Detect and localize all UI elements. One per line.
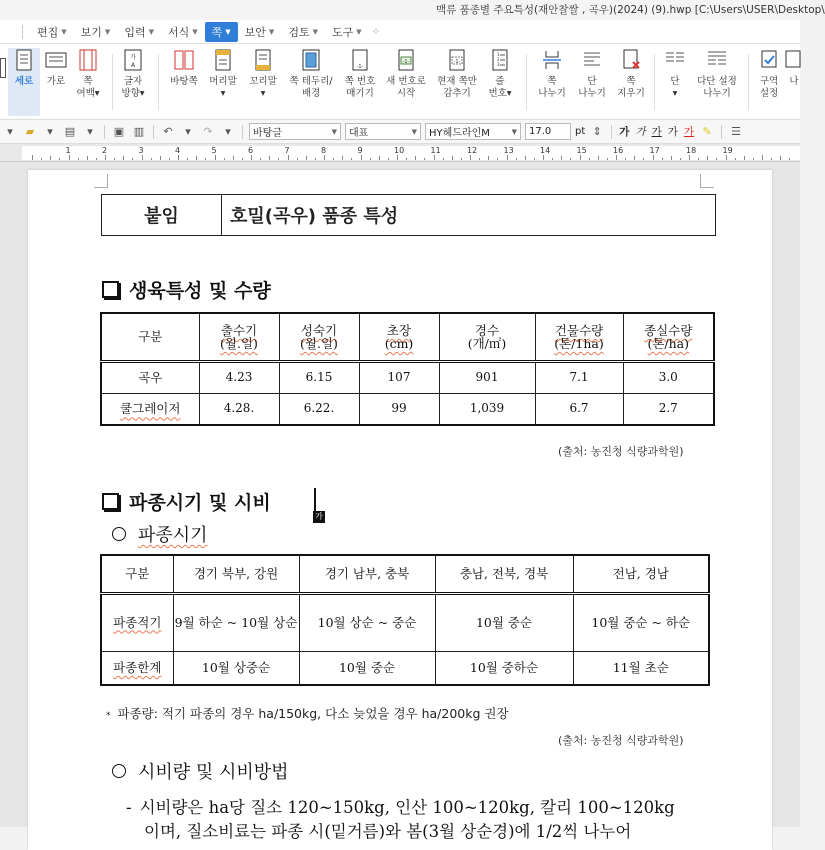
table-cell: 10월 중순 ~ 하순 xyxy=(573,593,709,651)
circle-bullet-icon xyxy=(112,527,126,541)
ruler-number: 10 xyxy=(394,146,405,155)
table-cell: 2.7 xyxy=(623,393,714,425)
ruler-tick xyxy=(634,156,635,160)
ruler-tick xyxy=(625,158,626,160)
table-cell: 파종한계 xyxy=(101,651,173,685)
ruler-tick xyxy=(169,158,170,160)
ruler-number: 1 xyxy=(65,146,71,155)
highlight-icon[interactable]: ✎ xyxy=(702,124,712,138)
ruler-tick xyxy=(488,156,489,160)
menu-security[interactable]: 보안 ▼ xyxy=(244,25,275,39)
section-settings-button[interactable]: 구역 설정 xyxy=(754,48,784,100)
ruler-tick xyxy=(653,155,654,160)
page-corner-mark xyxy=(700,174,714,188)
page-border-icon xyxy=(299,48,323,72)
ruler-tick xyxy=(753,158,754,160)
ribbon-separator xyxy=(158,54,159,110)
ruler-tick xyxy=(689,155,690,160)
ruler-tick xyxy=(224,158,225,160)
font-size-value: 17.0 xyxy=(529,126,552,137)
menu-format[interactable]: 서식 ▼ xyxy=(167,25,198,39)
language-value: 대표 xyxy=(349,128,369,139)
chevron-down-icon: ▼ xyxy=(411,127,417,136)
table-cell: 10월 상순 ~ 중순 xyxy=(299,593,435,651)
heading-growth xyxy=(102,276,271,303)
page-break-button[interactable]: 쪽 나누기 xyxy=(534,48,570,100)
ruler-tick xyxy=(297,158,298,160)
table-header: 성숙기 (월.일) xyxy=(279,313,359,361)
table-cell: 4.28. xyxy=(199,393,279,425)
table-cell: 4.23 xyxy=(199,361,279,393)
ruler-tick xyxy=(269,156,270,160)
ruler-tick xyxy=(205,158,206,160)
preview-icon[interactable]: ▥ xyxy=(133,124,145,138)
menu-page[interactable]: 쪽 ▼ xyxy=(205,22,238,42)
language-select[interactable] xyxy=(345,123,421,140)
toolbar-separator xyxy=(104,125,105,139)
caret-icon[interactable]: ▾ xyxy=(47,124,53,138)
ruler-tick xyxy=(552,158,553,160)
heading-text: 생육특성 및 수량 xyxy=(129,280,271,302)
ruler-tick xyxy=(196,156,197,160)
sowing-note xyxy=(106,704,509,722)
window-title: 맥류 품종별 주요특성(재안찰쌀 , 곡우)(2024) (9).hwp [C:\Users\USER\Desktop\ xyxy=(0,0,800,20)
ruler-tick xyxy=(87,156,88,160)
source-note: (출처: 농진청 식량과학원) xyxy=(558,445,684,458)
ruler-tick xyxy=(516,158,517,160)
subheading-fertilizer xyxy=(112,758,289,784)
ruler-tick xyxy=(616,155,617,160)
ruler-tick xyxy=(671,156,672,160)
ruler-tick xyxy=(388,158,389,160)
landscape-icon xyxy=(44,48,68,72)
svg-text:2: 2 xyxy=(497,57,500,62)
ruler-number: 18 xyxy=(686,146,697,155)
ruler-tick xyxy=(680,158,681,160)
growth-table xyxy=(100,312,715,426)
ruler-tick xyxy=(361,155,362,160)
circle-bullet-icon xyxy=(112,764,126,778)
table-cell: 99 xyxy=(359,393,439,425)
portrait-icon xyxy=(12,48,36,72)
document-page[interactable] xyxy=(28,170,772,850)
ruler-tick xyxy=(324,155,325,160)
table-header: 경기 북부, 강원 xyxy=(173,555,299,593)
table-cell: 10월 중하순 xyxy=(435,651,573,685)
table-cell: 901 xyxy=(439,361,535,393)
page-number-icon xyxy=(348,48,372,72)
ruler-tick xyxy=(123,156,124,160)
table-cell: 6.7 xyxy=(535,393,623,425)
source-note: (출처: 농진청 식량과학원) xyxy=(558,734,684,747)
menu-review[interactable]: 검토 ▼ xyxy=(288,25,318,39)
ruler-tick xyxy=(315,158,316,160)
undo-icon[interactable]: ↶ xyxy=(163,124,173,138)
sowing-table xyxy=(100,554,710,686)
ruler-tick xyxy=(415,156,416,160)
ruler-number: 9 xyxy=(357,146,363,155)
ruler-tick xyxy=(333,158,334,160)
ribbon-overflow-button[interactable]: 나 xyxy=(788,48,800,88)
ruler-tick xyxy=(534,158,535,160)
ruler-number: 13 xyxy=(503,146,514,155)
ruler-tick xyxy=(160,156,161,160)
table-header: 구분 xyxy=(101,313,199,361)
ruler-tick xyxy=(215,155,216,160)
ribbon-overflow-icon xyxy=(782,48,806,72)
ruler-tick xyxy=(105,155,106,160)
ruler-tick xyxy=(78,158,79,160)
page-break-icon xyxy=(540,48,564,72)
ribbon-separator xyxy=(654,54,655,110)
ruler-tick xyxy=(570,158,571,160)
caret-icon[interactable]: ▾ xyxy=(185,124,191,138)
table-cell: 7.1 xyxy=(535,361,623,393)
line-number-icon xyxy=(488,48,512,72)
ruler-tick xyxy=(607,158,608,160)
font-color-button[interactable]: 가 xyxy=(683,126,695,138)
ruler-tick xyxy=(178,155,179,160)
text-direction-icon xyxy=(121,48,145,72)
heading-text: 파종시기 및 시비 xyxy=(129,492,271,514)
table-header: 충남, 전북, 경북 xyxy=(435,555,573,593)
ruler-track xyxy=(22,146,800,160)
menu-edit[interactable]: 편집 ▼ xyxy=(37,25,67,39)
menu-separator xyxy=(22,25,23,39)
table-cell: 쿨그레이저 xyxy=(101,393,199,425)
table-header: 경수 (개/㎡) xyxy=(439,313,535,361)
ruler-tick xyxy=(434,155,435,160)
columns-button[interactable]: 단 ▾ xyxy=(660,48,690,100)
ruler-tick xyxy=(716,158,717,160)
ruler-tick xyxy=(443,158,444,160)
toolbar-separator xyxy=(721,125,722,139)
page-number-button[interactable]: -1- 쪽 번호 매기기 xyxy=(340,48,380,100)
header-icon xyxy=(211,48,235,72)
table-header: 전남, 경남 xyxy=(573,555,709,593)
note-bullet: * xyxy=(106,711,111,721)
ruler-tick xyxy=(370,158,371,160)
landscape-button[interactable]: 가로 xyxy=(42,48,70,88)
column-break-icon xyxy=(580,48,604,72)
toolbar-separator xyxy=(611,125,612,139)
multi-column-icon xyxy=(705,48,729,72)
ruler-tick xyxy=(114,158,115,160)
size-unit[interactable]: pt xyxy=(575,126,586,137)
ruler-tick xyxy=(288,155,289,160)
ruler-tick xyxy=(762,155,763,160)
ruler-number: 14 xyxy=(540,146,551,155)
table-cell: 10월 중순 xyxy=(435,593,573,651)
ruler-tick xyxy=(32,155,33,160)
ruler-number: 11 xyxy=(430,146,441,155)
table-cell: 파종적기 xyxy=(101,593,173,651)
font-value: HY헤드라인M xyxy=(429,128,490,139)
ruler-tick xyxy=(132,158,133,160)
note-text: 파종량: 적기 파종의 경우 ha/150kg, 다소 늦었을 경우 ha/200kg 권장 xyxy=(117,706,509,721)
ruler-tick xyxy=(507,155,508,160)
header-button[interactable]: 머리말 ▾ xyxy=(206,48,240,100)
table-cell: 11월 초순 xyxy=(573,651,709,685)
size-stepper-icon[interactable]: ⇕ xyxy=(592,124,602,138)
hide-current-page-button[interactable]: -1- 현재 쪽만 감추기 xyxy=(434,48,480,100)
ruler-tick xyxy=(424,158,425,160)
multi-column-button[interactable]: 다단 설정 나누기 xyxy=(694,48,740,100)
ribbon-separator xyxy=(112,54,113,110)
format-toolbar xyxy=(0,120,800,144)
toolbar-separator xyxy=(242,125,243,139)
ruler-tick xyxy=(698,158,699,160)
ruler-tick xyxy=(707,156,708,160)
table-header: 건물수량 (톤/1ha) xyxy=(535,313,623,361)
ruler-number: 5 xyxy=(211,146,217,155)
ruler-tick xyxy=(589,158,590,160)
ruler-tick xyxy=(744,156,745,160)
ruler-number: 3 xyxy=(138,146,144,155)
strike-button[interactable]: 가 xyxy=(667,126,678,138)
subheading-text: 시비량 및 시비방법 xyxy=(138,762,289,783)
table-cell: 3.0 xyxy=(623,361,714,393)
ruler-number: 8 xyxy=(321,146,327,155)
ruler-tick xyxy=(461,158,462,160)
table-cell: 10월 상중순 xyxy=(173,651,299,685)
svg-text:-1-: -1- xyxy=(402,59,410,65)
table-row xyxy=(101,393,714,425)
ribbon-separator xyxy=(748,54,749,110)
table-cell: 6.15 xyxy=(279,361,359,393)
ruler-number: 19 xyxy=(722,146,733,155)
table-cell: 곡우 xyxy=(101,361,199,393)
toolbar-separator xyxy=(153,125,154,139)
ruler-number: 15 xyxy=(576,146,587,155)
ruler-tick xyxy=(50,156,51,160)
menu-insert[interactable]: 입력 ▼ xyxy=(124,25,154,39)
ruler-tick xyxy=(351,158,352,160)
ruler-number: 17 xyxy=(649,146,660,155)
menu-tools[interactable]: 도구 ▼ xyxy=(331,25,362,39)
ribbon-separator xyxy=(526,54,527,110)
ruler-tick xyxy=(251,155,252,160)
bold-button[interactable]: 가 xyxy=(619,126,630,138)
ruler-tick xyxy=(142,155,143,160)
new-number-button[interactable]: -1- 새 번호로 시작 xyxy=(384,48,428,100)
menu-bar xyxy=(0,20,800,44)
ruler-tick xyxy=(379,156,380,160)
column-break-button[interactable]: 단 나누기 xyxy=(574,48,610,100)
line-number-button[interactable]: 1 2 3 줄 번호▾ xyxy=(484,48,516,100)
ruler-number: 6 xyxy=(248,146,254,155)
title-box xyxy=(101,194,716,236)
ruler-tick xyxy=(452,156,453,160)
ruler-tick xyxy=(726,155,727,160)
ruler-tick xyxy=(598,156,599,160)
table-header: 구분 xyxy=(101,555,173,593)
ruler-tick xyxy=(69,155,70,160)
ruler-number: 4 xyxy=(175,146,181,155)
svg-text:-1-: -1- xyxy=(453,59,461,65)
document-canvas[interactable] xyxy=(0,162,800,841)
chevron-down-icon: ▼ xyxy=(331,127,337,136)
table-header: 경기 남부, 충북 xyxy=(299,555,435,593)
table-row xyxy=(101,593,709,651)
ruler-tick xyxy=(96,158,97,160)
svg-text:3: 3 xyxy=(497,62,500,67)
table-header: 종실수량 (톤/ha) xyxy=(623,313,714,361)
ruler-tick xyxy=(561,156,562,160)
redo-icon[interactable]: ↷ xyxy=(203,124,213,138)
table-cell: 1,039 xyxy=(439,393,535,425)
ruler-number: 16 xyxy=(613,146,624,155)
style-value: 바탕글 xyxy=(253,128,282,139)
font-select[interactable] xyxy=(425,123,521,140)
caret-icon[interactable]: ▾ xyxy=(87,124,93,138)
margin-button[interactable]: 쪽 여백▾ xyxy=(72,48,104,100)
paragraph-line: - 시비량은 ha당 질소 120~150kg, 인산 100~120kg, 칼리 100~120kg xyxy=(126,798,675,817)
ruler-tick xyxy=(260,158,261,160)
pin-icon[interactable]: ⟡ xyxy=(372,26,380,37)
menu-view[interactable]: 보기 ▼ xyxy=(80,25,111,39)
text-direction-button[interactable]: 가 A 글자 방향▾ xyxy=(118,48,148,100)
table-cell: 10월 중순 xyxy=(299,651,435,685)
ruler-tick xyxy=(525,156,526,160)
section-icon xyxy=(757,48,781,72)
save-icon[interactable]: ▤ xyxy=(64,124,76,138)
open-folder-icon[interactable]: ▰ xyxy=(25,124,35,138)
svg-text:가: 가 xyxy=(130,54,136,61)
ruler-tick xyxy=(406,158,407,160)
margin-icon xyxy=(76,48,100,72)
ruler-tick xyxy=(59,158,60,160)
svg-text:1: 1 xyxy=(497,52,500,57)
ruler-tick xyxy=(497,158,498,160)
paragraph-line: 이며, 질소비료는 파종 시(밑거름)와 봄(3월 상순경)에 1/2씩 나누어 xyxy=(144,822,632,841)
ribbon xyxy=(0,44,800,120)
table-cell: 6.22. xyxy=(279,393,359,425)
ruler-number: 7 xyxy=(284,146,290,155)
checkbox-icon xyxy=(102,493,119,510)
svg-text:-1-: -1- xyxy=(356,64,364,70)
ruler-tick xyxy=(543,155,544,160)
table-cell: 9월 하순 ~ 10월 상순 xyxy=(173,593,299,651)
ruler-tick xyxy=(643,158,644,160)
ruler-tick xyxy=(306,156,307,160)
ruler-tick xyxy=(41,158,42,160)
ruler-tick xyxy=(397,155,398,160)
ruler-tick xyxy=(580,155,581,160)
delete-page-icon xyxy=(619,48,643,72)
italic-button[interactable]: 가 xyxy=(635,126,646,138)
attachment-tag: 붙임 xyxy=(102,195,222,235)
table-cell: 107 xyxy=(359,361,439,393)
align-icon[interactable]: ☰ xyxy=(731,124,741,138)
caret-icon[interactable]: ▾ xyxy=(225,124,231,138)
ruler-tick xyxy=(151,158,152,160)
ruler-tick xyxy=(735,158,736,160)
underline-button[interactable]: 가 xyxy=(651,126,662,138)
prev-group-edge xyxy=(0,58,6,78)
footer-button[interactable]: 꼬리말 ▾ xyxy=(246,48,280,100)
ruler-tick xyxy=(278,158,279,160)
ruler-number: 2 xyxy=(102,146,108,155)
caret-icon[interactable]: ▾ xyxy=(7,124,13,138)
ruler-tick xyxy=(242,158,243,160)
ime-indicator: 가 xyxy=(313,511,325,523)
ruler-tick xyxy=(780,156,781,160)
ruler-tick xyxy=(479,158,480,160)
heading-sowing xyxy=(102,488,271,515)
horizontal-ruler[interactable] xyxy=(0,144,800,162)
footer-icon xyxy=(251,48,275,72)
ruler-tick xyxy=(789,158,790,160)
style-select[interactable] xyxy=(249,123,341,140)
new-number-icon xyxy=(394,48,418,72)
master-page-icon xyxy=(172,48,196,72)
table-header: 출수기 (월.일) xyxy=(199,313,279,361)
table-header: 초장 (cm) xyxy=(359,313,439,361)
subheading-text: 파종시기 xyxy=(138,525,208,546)
subheading-sowing-time xyxy=(112,521,208,547)
delete-page-button[interactable]: 쪽 지우기 xyxy=(614,48,648,100)
font-size-input[interactable] xyxy=(525,123,571,140)
table-row xyxy=(101,651,709,685)
doc-title: 호밀(곡우) 품종 특성 xyxy=(230,206,399,227)
portrait-button[interactable]: 세로 xyxy=(8,48,40,116)
master-page-button[interactable]: 바탕쪽 xyxy=(166,48,202,88)
ruler-tick xyxy=(342,156,343,160)
page-border-button[interactable]: 쪽 테두리/ 배경 xyxy=(288,48,334,100)
page-corner-mark xyxy=(94,174,108,188)
svg-text:A: A xyxy=(130,62,136,69)
chevron-down-icon: ▼ xyxy=(511,127,517,136)
checkbox-icon xyxy=(102,281,119,298)
ruler-tick xyxy=(233,156,234,160)
ruler-tick xyxy=(662,158,663,160)
ruler-tick xyxy=(470,155,471,160)
ruler-number: 12 xyxy=(467,146,478,155)
columns-icon xyxy=(663,48,687,72)
ruler-tick xyxy=(187,158,188,160)
hide-page-icon xyxy=(445,48,469,72)
print-icon[interactable]: ▣ xyxy=(113,124,125,138)
ruler-tick xyxy=(771,158,772,160)
table-row xyxy=(101,361,714,393)
